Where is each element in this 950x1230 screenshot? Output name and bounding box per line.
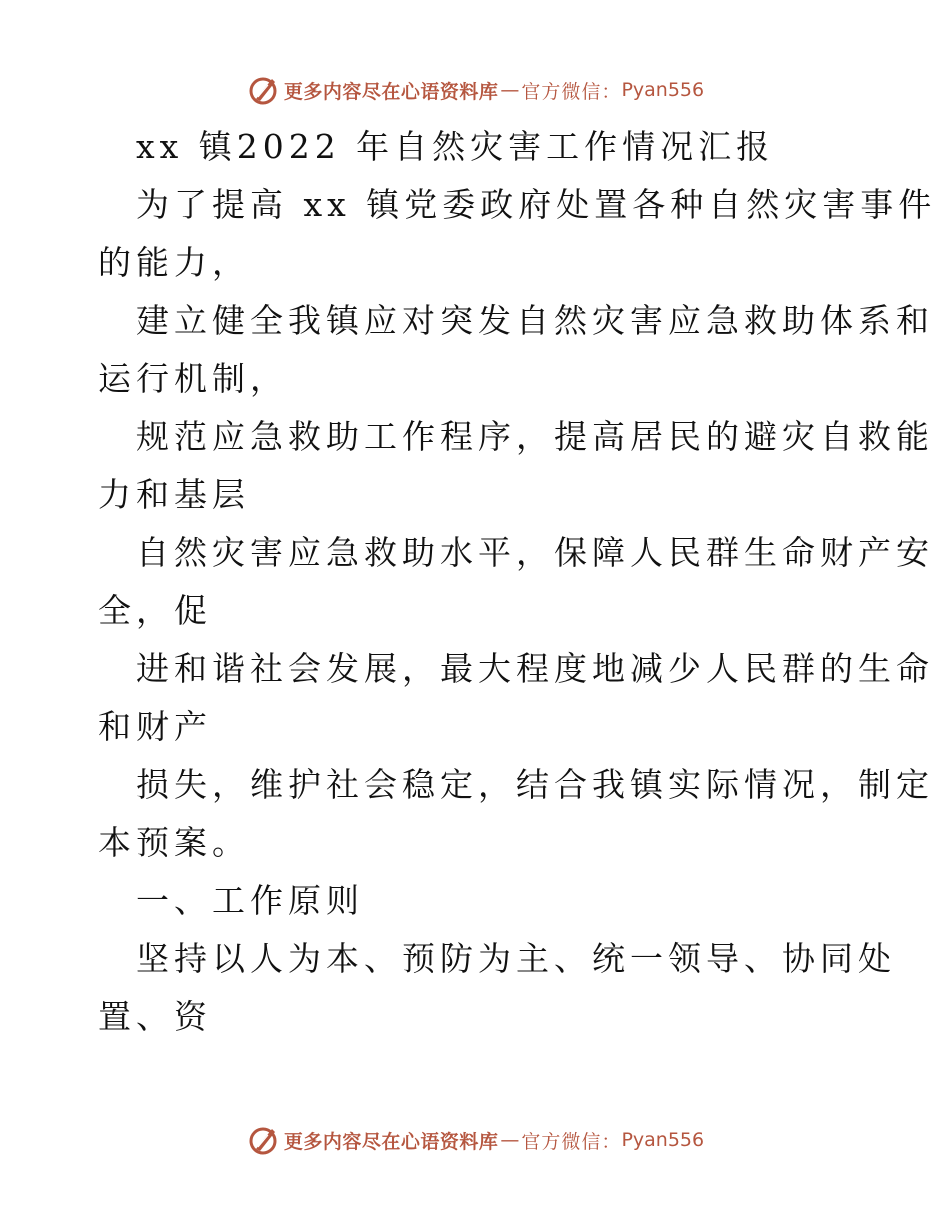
paragraph-line: 力和基层 bbox=[98, 475, 250, 514]
footer-banner bbox=[0, 1120, 950, 1160]
header-banner bbox=[0, 70, 950, 110]
paragraph-line: 本预案。 bbox=[98, 823, 250, 862]
feather-pen-circle-icon bbox=[246, 73, 280, 107]
banner-ad-text: 更多内容尽在心语资料库 bbox=[283, 80, 499, 103]
paragraph-line: 建立健全我镇应对突发自然灾害应急救助体系和 bbox=[136, 301, 934, 340]
feather-pen-circle-icon bbox=[246, 1123, 280, 1157]
document-title: xx 镇2022 年自然灾害工作情况汇报 bbox=[136, 127, 775, 166]
paragraph-line: 规范应急救助工作程序，提高居民的避灾自救能 bbox=[136, 417, 934, 456]
paragraph-line: 损失，维护社会稳定，结合我镇实际情况，制定 bbox=[136, 765, 934, 804]
banner-official-label: 官方微信： bbox=[521, 1130, 622, 1153]
banner-dash: — bbox=[500, 79, 520, 101]
banner-ad-text: 更多内容尽在心语资料库 bbox=[283, 1130, 499, 1153]
banner-official-label: 官方微信： bbox=[521, 80, 622, 103]
paragraph-line: 的能力， bbox=[98, 243, 250, 282]
paragraph-line: 坚持以人为本、预防为主、统一领导、协同处 bbox=[136, 939, 896, 978]
banner-wechat-id: Pyan556 bbox=[621, 1129, 705, 1151]
paragraph-line: 为了提高 xx 镇党委政府处置各种自然灾害事件 bbox=[136, 185, 937, 224]
paragraph-line: 和财产 bbox=[98, 707, 212, 746]
paragraph-line: 运行机制， bbox=[98, 359, 288, 398]
paragraph-line: 全，促 bbox=[98, 591, 212, 630]
banner-wechat-id: Pyan556 bbox=[621, 79, 705, 101]
banner-dash: — bbox=[500, 1129, 520, 1151]
paragraph-line: 自然灾害应急救助水平，保障人民群生命财产安 bbox=[136, 533, 934, 572]
section-heading: 一、工作原则 bbox=[136, 881, 364, 920]
paragraph-line: 置、资 bbox=[98, 997, 212, 1036]
paragraph-line: 进和谐社会发展，最大程度地减少人民群的生命 bbox=[136, 649, 934, 688]
document-body bbox=[98, 118, 937, 1046]
